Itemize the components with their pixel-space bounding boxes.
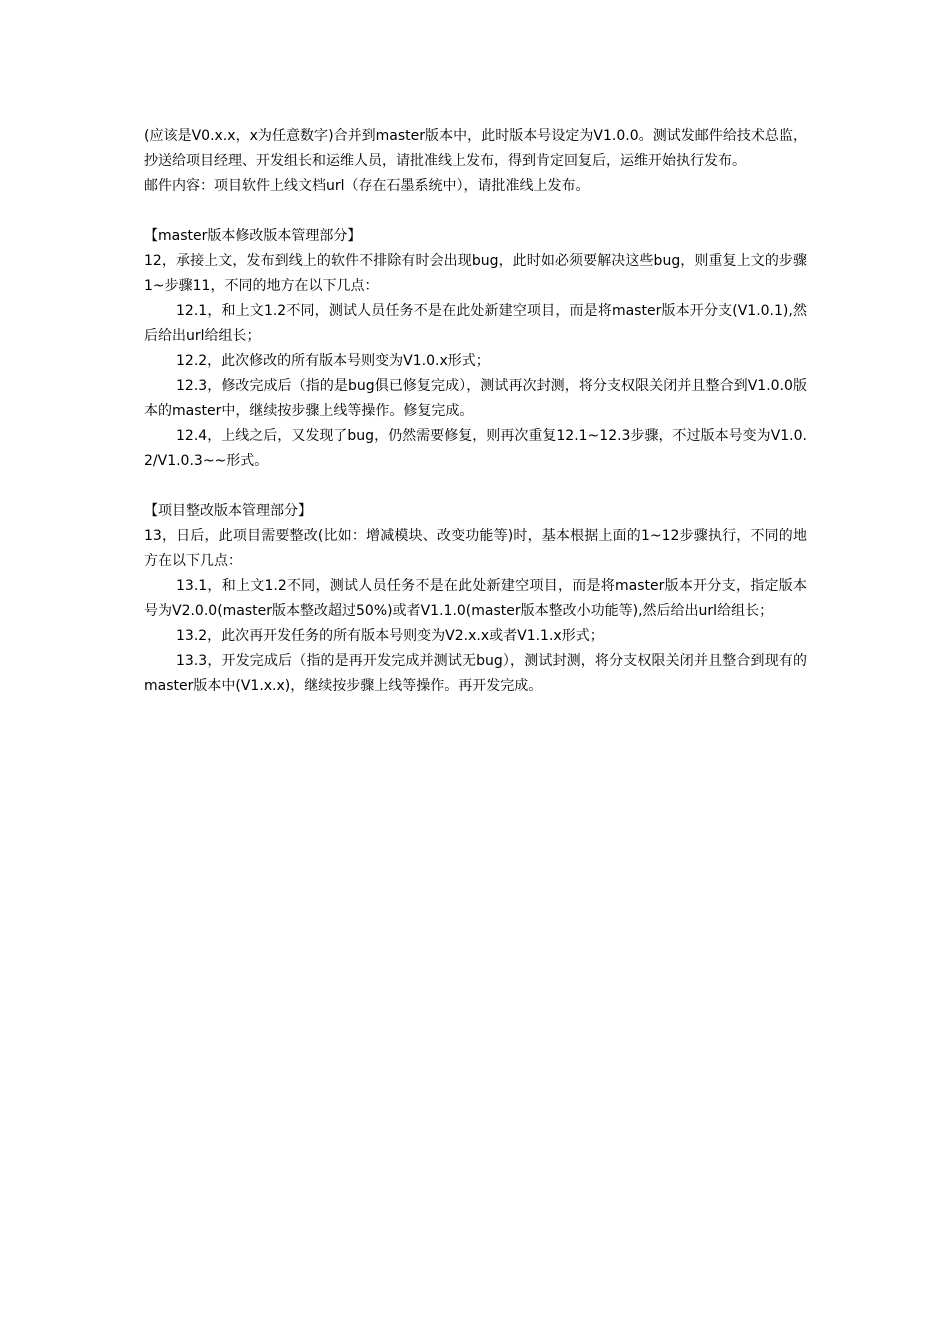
blank-line xyxy=(144,199,807,224)
intro-paragraph: (应该是V0.x.x，x为任意数字)合并到master版本中，此时版本号设定为V1.0.0。测试发邮件给技术总监，抄送给项目经理、开发组长和运维人员，请批准线上发布，得到肯定回复后，运维开始执行发布。 xyxy=(144,128,807,169)
substep-13-2: 13.2，此次再开发任务的所有版本号则变为V2.x.x或者V1.1.x形式； xyxy=(176,628,604,644)
document-page xyxy=(144,124,807,699)
blank-line xyxy=(144,474,807,499)
substep-12-1: 12.1，和上文1.2不同，测试人员任务不是在此处新建空项目，而是将master版本开分支(V1.0.1),然后给出url给组长； xyxy=(144,303,807,344)
email-content-paragraph: 邮件内容：项目软件上线文档url（存在石墨系统中），请批准线上发布。 xyxy=(144,178,590,194)
substep-12-3: 12.3，修改完成后（指的是bug俱已修复完成），测试再次封测，将分支权限关闭并且整合到V1.0.0版本的master中，继续按步骤上线等操作。修复完成。 xyxy=(144,378,807,419)
step-13: 13，日后，此项目需要整改(比如：增减模块、改变功能等)时，基本根据上面的1~12步骤执行，不同的地方在以下几点： xyxy=(144,528,807,569)
substep-12-2: 12.2，此次修改的所有版本号则变为V1.0.x形式； xyxy=(176,353,490,369)
step-12: 12，承接上文，发布到线上的软件不排除有时会出现bug，此时如必须要解决这些bug，则重复上文的步骤1~步骤11，不同的地方在以下几点： xyxy=(144,253,807,294)
substep-13-1: 13.1，和上文1.2不同，测试人员任务不是在此处新建空项目，而是将master版本开分支，指定版本号为V2.0.0(master版本整改超过50%)或者V1.1.0(master版本整改小功能等),然后给出url给组长； xyxy=(144,578,807,619)
substep-12-4: 12.4，上线之后，又发现了bug，仍然需要修复，则再次重复12.1~12.3步骤，不过版本号变为V1.0.2/V1.0.3~~形式。 xyxy=(144,428,807,469)
section-heading-master: 【master版本修改版本管理部分】 xyxy=(144,228,362,244)
section-heading-project: 【项目整改版本管理部分】 xyxy=(144,503,312,519)
substep-13-3: 13.3，开发完成后（指的是再开发完成并测试无bug），测试封测，将分支权限关闭并且整合到现有的master版本中(V1.x.x)，继续按步骤上线等操作。再开发完成。 xyxy=(144,653,807,694)
